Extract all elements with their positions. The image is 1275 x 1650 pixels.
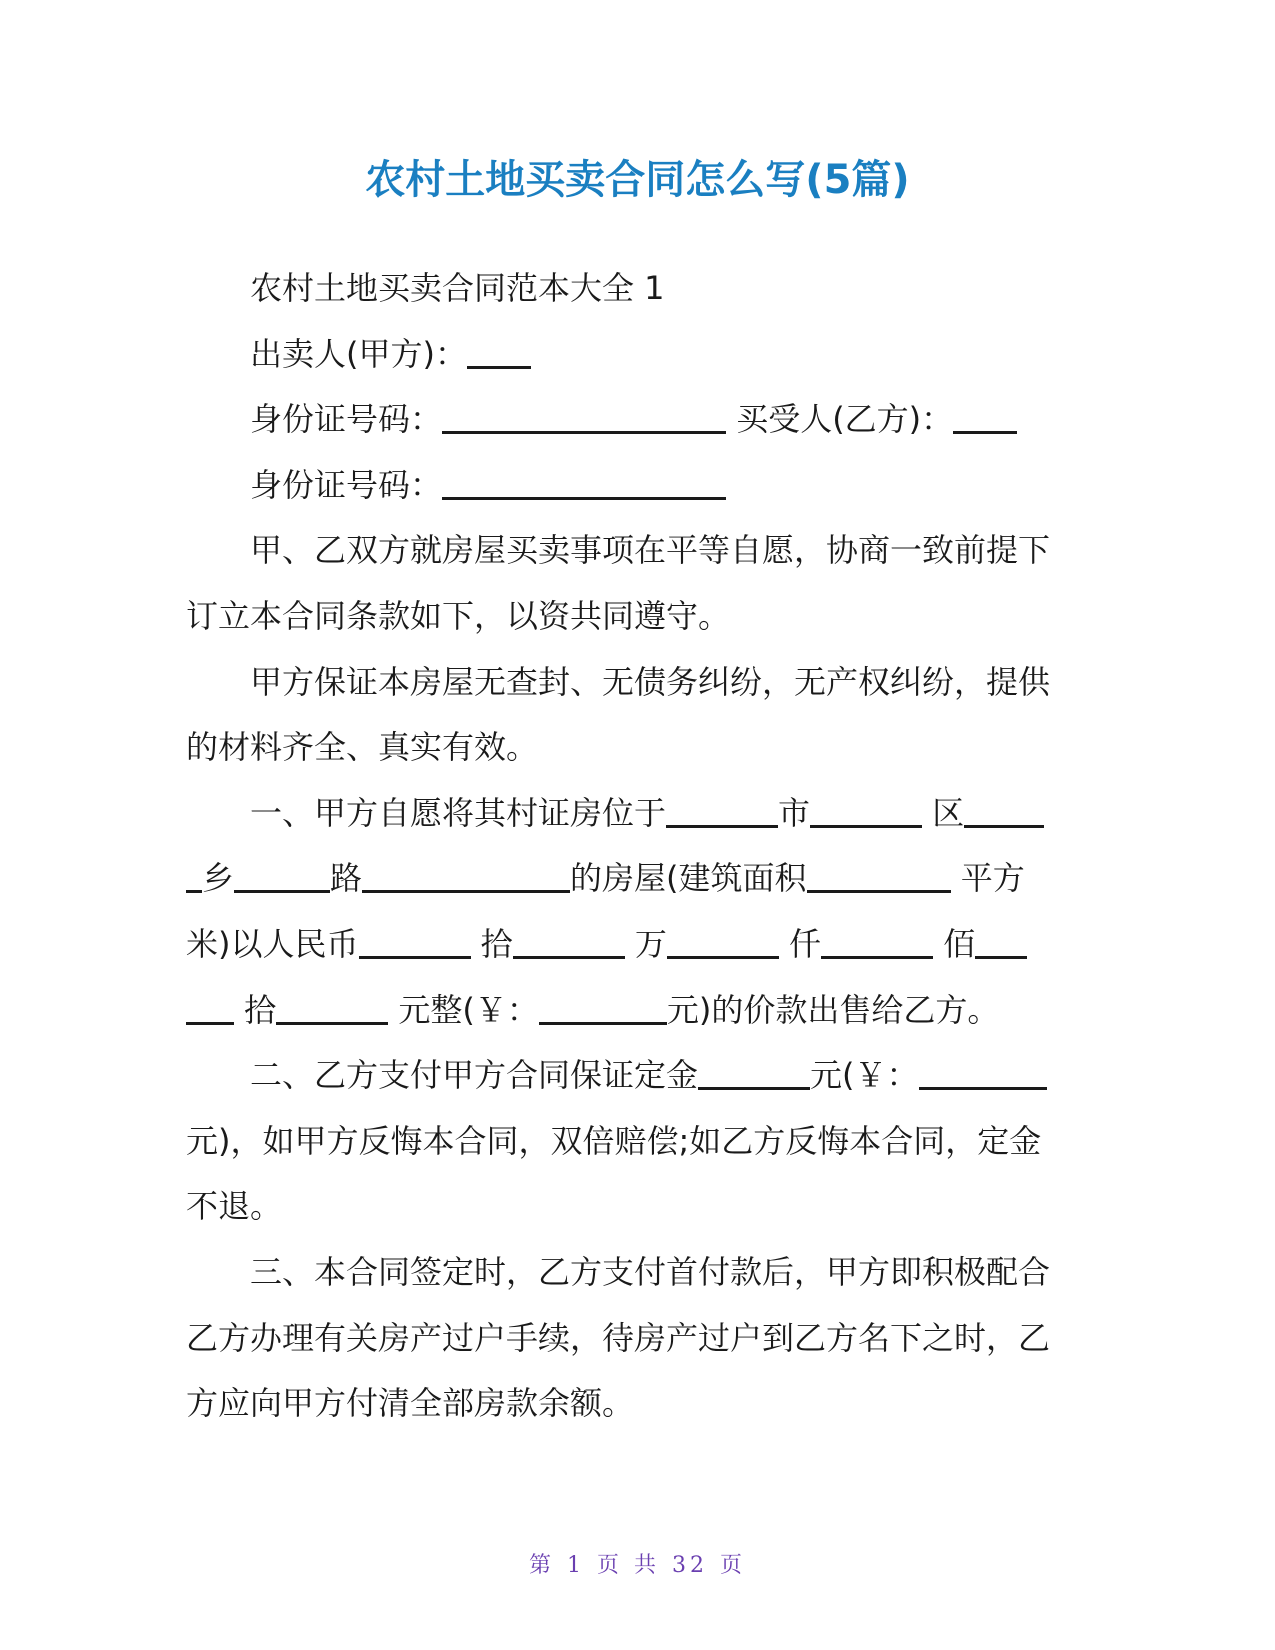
qian-label: 仟 [789, 924, 822, 963]
clause1-line-4 [186, 978, 1086, 1044]
clause1-line-2 [186, 846, 1086, 912]
shi-label: 拾 [480, 924, 513, 963]
road-blank[interactable] [362, 862, 570, 893]
district-blank[interactable] [810, 797, 922, 828]
city-blank[interactable] [666, 797, 778, 828]
house-area-label: 的房屋(建筑面积 [570, 859, 807, 898]
buyer-id-label: 身份证号码： [250, 465, 443, 504]
shi-label-2: 拾 [244, 990, 277, 1029]
clause1-end: 元)的价款出售给乙方。 [666, 990, 1000, 1029]
footer-total-pages: 32 [672, 1553, 708, 1578]
clause2-text: 二、乙方支付甲方合同保证定金 [250, 1056, 699, 1095]
clause1-line-3 [186, 912, 1086, 978]
guarantee-line-2: 的材料齐全、真实有效。 [186, 728, 539, 767]
clause2-line-2: 元)，如甲方反悔本合同，双倍赔偿;如乙方反悔本合同，定金 [186, 1121, 1042, 1160]
price-blank-5[interactable] [975, 928, 1027, 959]
road-label: 路 [330, 859, 363, 898]
wan-label: 万 [634, 924, 667, 963]
seller-id-blank[interactable] [442, 403, 726, 434]
seller-blank[interactable] [467, 338, 531, 369]
page-footer [0, 1548, 1275, 1579]
price-label: 米)以人民币 [186, 924, 359, 963]
price-blank-4[interactable] [821, 928, 933, 959]
price-blank-6[interactable] [186, 994, 234, 1025]
buyer-blank[interactable] [953, 403, 1017, 434]
district-label: 区 [932, 793, 965, 832]
township-label: 乡 [202, 859, 235, 898]
document-body [186, 256, 1086, 1437]
deposit-yuan-label: 元(￥： [810, 1056, 919, 1095]
buyer-id-blank[interactable] [442, 469, 726, 500]
deposit-blank[interactable] [698, 1059, 810, 1090]
document-title: 农村土地买卖合同怎么写(5篇) [365, 157, 910, 203]
price-blank-1[interactable] [359, 928, 471, 959]
clause3-line-3: 方应向甲方付清全部房款余额。 [186, 1384, 635, 1423]
clause2-line-3: 不退。 [186, 1187, 283, 1226]
buyer-id-line [186, 453, 1086, 519]
intro-line-2: 订立本合同条款如下，以资共同遵守。 [186, 596, 731, 635]
clause3-line-2: 乙方办理有关房产过户手续，待房产过户到乙方名下之时，乙 [186, 1318, 1051, 1357]
clause1-text: 一、甲方自愿将其村证房位于 [250, 793, 667, 832]
clause1-line-1 [186, 781, 1086, 847]
guarantee-line-1: 甲方保证本房屋无查封、无债务纠纷，无产权纠纷，提供 [250, 662, 1051, 701]
bai-label: 佰 [943, 924, 976, 963]
seller-id-label: 身份证号码： [250, 400, 443, 439]
footer-suffix: 页 [720, 1553, 747, 1578]
area-blank[interactable] [807, 862, 951, 893]
seller-id-line [186, 387, 1086, 453]
city-label: 市 [778, 793, 811, 832]
price-blank-7[interactable] [276, 994, 388, 1025]
amount-blank[interactable] [539, 994, 667, 1025]
square-label: 平方 [960, 859, 1025, 898]
district-blank-2[interactable] [964, 797, 1044, 828]
yuan-label: 元整(￥： [398, 990, 539, 1029]
price-blank-3[interactable] [667, 928, 779, 959]
section-heading [186, 256, 1086, 322]
intro-line-1: 甲、乙双方就房屋买卖事项在平等自愿，协商一致前提下 [250, 531, 1051, 570]
price-blank-2[interactable] [513, 928, 625, 959]
seller-label: 出卖人(甲方)： [250, 334, 467, 373]
seller-line [186, 322, 1086, 388]
footer-mid: 页 共 [597, 1553, 660, 1578]
buyer-label: 买受人(乙方)： [736, 400, 954, 439]
clause2-line-1 [186, 1043, 1086, 1109]
township-blank-lead[interactable] [186, 862, 202, 893]
footer-page-number: 1 [567, 1553, 585, 1578]
clause3-line-1: 三、本合同签定时，乙方支付首付款后，甲方即积极配合 [250, 1252, 1051, 1291]
township-blank[interactable] [234, 862, 330, 893]
footer-prefix: 第 [528, 1553, 555, 1578]
deposit-amount-blank[interactable] [919, 1059, 1047, 1090]
section-heading-text: 农村土地买卖合同范本大全 1 [250, 269, 665, 307]
